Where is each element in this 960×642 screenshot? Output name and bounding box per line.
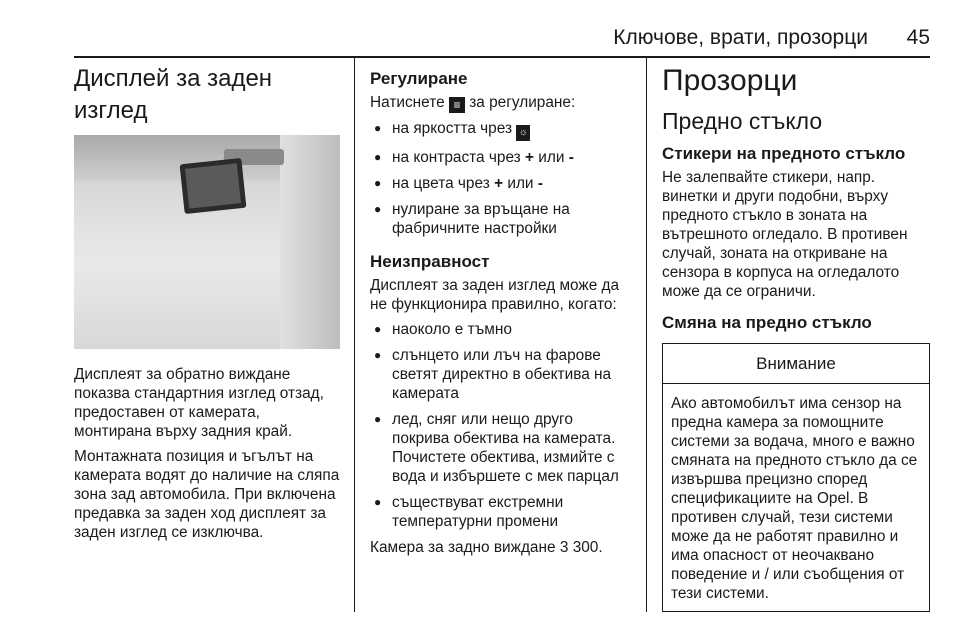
photo-monitor	[180, 158, 247, 214]
subheading-replace: Смяна на предно стъкло	[662, 313, 872, 332]
column-adjust-and-fault	[370, 58, 632, 563]
photo-monitor-screen	[185, 163, 241, 208]
fault-intro: Дисплеят за заден изглед може да не функционира правилно, когато:	[370, 277, 620, 313]
subheading-fault: Неизправност	[370, 252, 490, 271]
column-divider	[646, 58, 647, 612]
list-item: ● съществуват екстремни температурни промени	[370, 493, 632, 531]
section-heading-rear-view-display: Дисплей за заден изглед	[74, 65, 273, 124]
adjust-list	[370, 119, 632, 238]
list-item: ● слънцето или лъч на фарове светят директно в обектива на камерата	[370, 346, 632, 403]
rear-view-display-photo	[74, 135, 340, 349]
page-header	[74, 0, 930, 58]
subheading-adjust: Регулиране	[370, 69, 468, 88]
warning-box	[662, 343, 930, 612]
menu-icon: ≡	[449, 97, 465, 113]
column-divider	[354, 58, 355, 612]
warning-title: Внимание	[663, 344, 929, 384]
section-heading-windows: Прозорци	[662, 64, 798, 97]
subheading-stickers: Стикери на предното стъкло	[662, 144, 906, 163]
paragraph: Монтажната позиция и ъгълът на камерата водят до наличие на сляпа зона зад автомобила. При включена предавка за заден ход дисплеят за заден изглед се изключва.	[74, 448, 340, 541]
subheading-windscreen: Предно стъкло	[662, 108, 823, 134]
list-item: ● на контраста чрез + или -	[370, 148, 632, 167]
list-item: ● нулиране за връщане на фабричните настройки	[370, 200, 632, 238]
reference-arrow-icon: 3	[559, 539, 569, 556]
cross-reference: Камера за задно виждане 3 300.	[370, 539, 603, 556]
running-title: Ключове, врати, прозорци	[613, 26, 868, 49]
adjust-intro: Натиснете ≡ за регулиране:	[370, 94, 576, 112]
warning-text: Ако автомобилът има сензор на предна камера за помощните системи за водача, много е важно смяната на предното стъкло да се извършва прецизно според спецификациите на Opel. В противен случай, тези системи може да не работят правилно и има опасност от неочаквано поведение и / или съобщения от тези системи.	[671, 395, 918, 602]
page-number: 45	[906, 26, 930, 49]
column-rear-view-display	[74, 58, 340, 548]
list-item: ● лед, сняг или нещо друго покрива обектива на камерата. Почистете обектива, измийте с вода и избършете с мек парцал	[370, 410, 632, 486]
column-windows	[662, 58, 930, 612]
fault-list	[370, 320, 632, 531]
photo-pillar	[280, 135, 340, 349]
list-item: ● наоколо е тъмно	[370, 320, 632, 339]
brightness-icon: ☼	[516, 125, 530, 141]
paragraph: Дисплеят за обратно виждане показва стандартния изглед отзад, предоставен от камерата, монтирана върху задния край.	[74, 366, 324, 440]
paragraph: Не залепвайте стикери, напр. винетки и други подобни, върху предното стъкло в зоната на вътрешното огледало. В противен случай, зоната на откриване на сензора в корпуса на огледалото може да се ограничи.	[662, 169, 908, 300]
list-item: ● на цвета чрез + или -	[370, 174, 632, 193]
list-item: ● на яркостта чрез ☼	[370, 119, 632, 141]
